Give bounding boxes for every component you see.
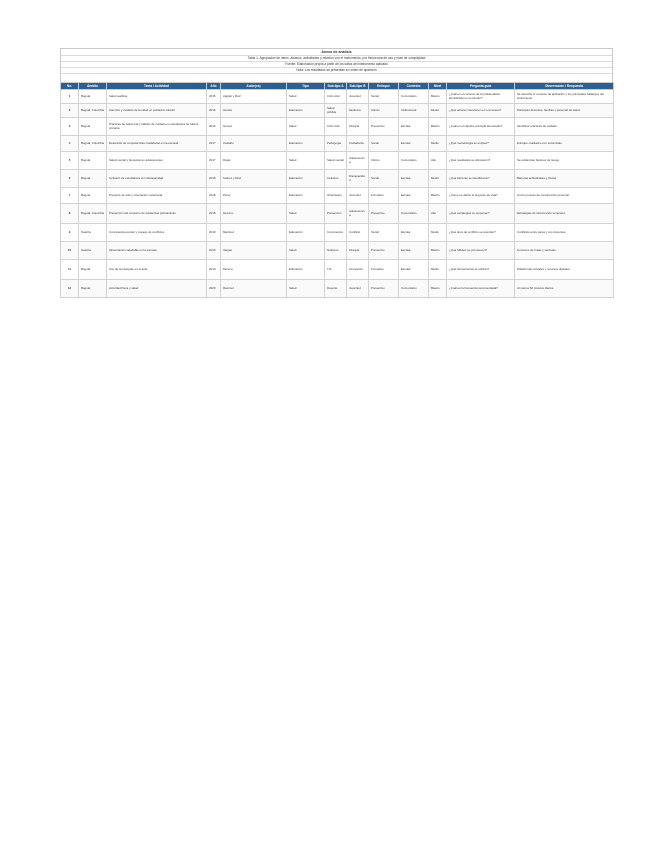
table-cell: ¿Qué herramientas se utilizan? <box>447 260 515 280</box>
table-cell: Alimentación saludable en la escuela <box>107 242 207 260</box>
table-cell: Ciclo vital <box>325 90 347 104</box>
table-cell: Básico <box>429 118 447 136</box>
table-cell: 2020 <box>207 280 221 298</box>
table-cell: Participan docentes, familias y personal de salud. <box>515 104 614 118</box>
table-cell: Salud mental y bienestar en adolescentes <box>107 152 207 170</box>
table-cell: Deporte <box>325 280 347 298</box>
table-cell: Convivencia escolar y manejo de conflictos <box>107 224 207 242</box>
table-cell: Innovación <box>347 260 369 280</box>
table-cell: Salud <box>287 90 325 104</box>
table-cell: Desarrollo de competencias ciudadanas en la escuela <box>107 136 207 152</box>
table-cell: 7 <box>61 188 79 204</box>
table-cell: 6 <box>61 170 79 188</box>
table-cell: Salud <box>287 118 325 136</box>
data-table <box>60 82 614 298</box>
table-cell: Prevención <box>325 204 347 224</box>
table-cell: 2016 <box>207 104 221 118</box>
table-cell: Prácticas de salud oral y hábitos de cuidado en estudiantes de básica primaria <box>107 118 207 136</box>
table-cell: Clínico <box>369 152 399 170</box>
table-cell: Bogotá, Colombia <box>79 136 107 152</box>
table-cell: Escolar <box>399 260 429 280</box>
table-cell: 2018 <box>207 204 221 224</box>
table-cell: Comunitario <box>399 90 429 104</box>
sheet-title: Anexo de análisis <box>61 49 612 56</box>
table-cell: Suárez y Díaz <box>221 170 287 188</box>
table-cell: ¿Qué barreras se identificaron? <box>447 170 515 188</box>
table-cell: Juventud <box>347 90 369 104</box>
table-cell: 5 <box>61 152 79 170</box>
table-cell: Escolar <box>399 118 429 136</box>
table-cell: Medio <box>429 224 447 242</box>
table-cell: Básico <box>429 90 447 104</box>
table-cell: 2017 <box>207 152 221 170</box>
table-cell: Comunitario <box>399 204 429 224</box>
table-cell: 2019 <box>207 242 221 260</box>
table-cell: Al menos 60 minutos diarios. <box>515 280 614 298</box>
table-cell: Salud <box>287 280 325 298</box>
table-cell: Preventivo <box>369 242 399 260</box>
table-cell: Comunitario <box>399 152 429 170</box>
table-cell: Preventivo <box>369 280 399 298</box>
table-cell: Actividad física y salud <box>107 280 207 298</box>
table-cell: TIC <box>325 260 347 280</box>
table-cell: Castaño <box>221 136 287 152</box>
table-cell: Comunitario <box>399 280 429 298</box>
column-header: Sub-tipo A <box>325 83 347 90</box>
table-cell: Medio <box>429 104 447 118</box>
table-row <box>61 136 614 152</box>
table-row <box>61 170 614 188</box>
table-cell: Escolar <box>399 188 429 204</box>
table-cell: Bogotá <box>79 170 107 188</box>
table-cell: 1 <box>61 90 79 104</box>
table-cell: Convivencia <box>325 224 347 242</box>
table-cell: ¿Cuál es la frecuencia recomendada? <box>447 280 515 298</box>
table-cell: ¿Qué metodología se empleó? <box>447 136 515 152</box>
column-header: Observación / Respuesta <box>515 83 614 90</box>
table-cell: Juventud <box>347 280 369 298</box>
table-cell: Acosta <box>221 104 287 118</box>
table-row <box>61 118 614 136</box>
table-cell: ¿Qué resultados se obtuvieron? <box>447 152 515 170</box>
table-cell: Se describe el contexto de aplicación y los principales hallazgos del instrumento. <box>515 90 614 104</box>
table-cell: Rojas <box>221 152 287 170</box>
table-cell: Escolar <box>399 170 429 188</box>
table-row <box>61 224 614 242</box>
table-cell: Bogotá <box>79 90 107 104</box>
table-cell: Medio <box>429 260 447 280</box>
table-cell: 2015 <box>207 90 221 104</box>
table-cell: ¿Cuál es el contexto de la problemática identificada en el estudio? <box>447 90 515 104</box>
table-cell: Educación <box>287 136 325 152</box>
table-cell: ¿Cómo se define el proyecto de vida? <box>447 188 515 204</box>
table-cell: Vargas <box>221 242 287 260</box>
table-cell: Atención y cuidado de la salud en población infantil <box>107 104 207 118</box>
table-cell: Salud <box>287 204 325 224</box>
table-cell: Aguilar y Ruiz <box>221 90 287 104</box>
table-cell: Juventud <box>347 188 369 204</box>
table-cell: Formativo <box>369 260 399 280</box>
column-header: Autor(es) <box>221 83 287 90</box>
column-header: No. <box>61 83 79 90</box>
table-cell: Salud mental <box>325 152 347 170</box>
table-cell: Preventivo <box>369 118 399 136</box>
table-cell: Infancia <box>347 118 369 136</box>
table-cell: Alto <box>429 152 447 170</box>
table-cell: 8 <box>61 204 79 224</box>
column-header: Tema / Actividad <box>107 83 207 90</box>
table-row <box>61 152 614 170</box>
column-header: Año <box>207 83 221 90</box>
table-cell: Institucional <box>399 104 429 118</box>
table-cell: Bogotá <box>79 118 107 136</box>
column-header: Contexto <box>399 83 429 90</box>
table-cell: Moreno <box>221 260 287 280</box>
table-cell: ¿Qué estrategias se proponen? <box>447 204 515 224</box>
column-header: Enfoque <box>369 83 399 90</box>
table-cell: 2018 <box>207 188 221 204</box>
table-cell: 9 <box>61 224 79 242</box>
table-cell: Bogotá <box>79 188 107 204</box>
table-cell: Conflictos entre pares y con docentes. <box>515 224 614 242</box>
table-cell: Básico <box>429 242 447 260</box>
table-cell: Consumo de frutas y verduras. <box>515 242 614 260</box>
table-cell: Social <box>369 170 399 188</box>
table-cell: Social <box>369 224 399 242</box>
table-cell: Social <box>369 90 399 104</box>
column-header: Tipo <box>287 83 325 90</box>
table-cell: Inclusión <box>325 170 347 188</box>
table-cell: Como proceso de construcción personal. <box>515 188 614 204</box>
table-cell: Educación <box>287 170 325 188</box>
table-cell: Social <box>369 136 399 152</box>
table-cell: Uso de tecnologías en el aula <box>107 260 207 280</box>
column-header: Ámbito <box>79 83 107 90</box>
table-cell: Adolescencia <box>347 204 369 224</box>
table-cell: Plataformas virtuales y recursos digitales. <box>515 260 614 280</box>
table-cell: Educación <box>287 104 325 118</box>
table-cell: Bogotá, Colombia <box>79 104 107 118</box>
table-cell: Bogotá <box>79 260 107 280</box>
sheet-header <box>60 48 613 74</box>
table-cell: ¿Qué hábitos se promueven? <box>447 242 515 260</box>
table-cell: 4 <box>61 136 79 152</box>
table-cell: Salud <box>287 152 325 170</box>
table-cell: Básico <box>429 280 447 298</box>
table-cell: Salud <box>287 242 325 260</box>
table-cell: Barreras actitudinales y físicas. <box>515 170 614 188</box>
table-cell: Orientación <box>325 188 347 204</box>
sheet-subtitle-3: Nota: Los resultados se presentan en orden de aparición <box>61 68 612 74</box>
table-cell: Ramírez <box>221 280 287 298</box>
table-cell: Herrera <box>221 204 287 224</box>
table-cell: Clínico <box>369 104 399 118</box>
table-cell: 2016 <box>207 118 221 136</box>
table-cell: Educación <box>287 188 325 204</box>
table-cell: Salud pública <box>325 104 347 118</box>
spreadsheet-sheet <box>60 48 613 298</box>
table-cell: 12 <box>61 280 79 298</box>
header-spacer <box>60 74 613 82</box>
table-cell: Escolar <box>399 136 429 152</box>
table-cell: Medio <box>429 136 447 152</box>
table-cell: 2019 <box>207 260 221 280</box>
column-header: Pregunta guía <box>447 83 515 90</box>
table-cell: Preventivo <box>369 204 399 224</box>
table-cell: Educación <box>287 224 325 242</box>
table-cell: Proyecto de vida y orientación vocacional <box>107 188 207 204</box>
table-cell: Pedagogía <box>325 136 347 152</box>
table-cell: Nutrición <box>325 242 347 260</box>
table-row <box>61 280 614 298</box>
table-row <box>61 260 614 280</box>
table-cell: ¿Qué actores intervienen en el proceso? <box>447 104 515 118</box>
table-cell: Bogotá <box>79 280 107 298</box>
table-cell: Se evidencian factores de riesgo. <box>515 152 614 170</box>
table-cell: 10 <box>61 242 79 260</box>
table-cell: Soacha <box>79 224 107 242</box>
table-cell: 3 <box>61 118 79 136</box>
table-row <box>61 242 614 260</box>
table-cell: Infancia <box>347 242 369 260</box>
table-cell: Enfoque cualitativo con entrevistas. <box>515 136 614 152</box>
table-cell: 2019 <box>207 224 221 242</box>
table-cell: Ciclo vital <box>325 118 347 136</box>
table-cell: ¿Cuál es el objetivo principal del estudio? <box>447 118 515 136</box>
table-cell: Educación <box>287 260 325 280</box>
table-cell: Inclusión de estudiantes con discapacidad <box>107 170 207 188</box>
table-cell: Básico <box>429 188 447 204</box>
table-row <box>61 90 614 104</box>
table-cell: ¿Qué tipos de conflicto se reportan? <box>447 224 515 242</box>
table-cell: Escolar <box>399 242 429 260</box>
table-cell: Escolar <box>399 224 429 242</box>
table-cell: Soacha <box>79 242 107 260</box>
table-row <box>61 204 614 224</box>
table-cell: Medio <box>429 170 447 188</box>
table-cell: Bogotá, Colombia <box>79 204 107 224</box>
table-cell: Salud auditiva <box>107 90 207 104</box>
table-cell: Pérez <box>221 188 287 204</box>
table-body <box>61 90 614 298</box>
table-cell: Prevención del consumo de sustancias psicoactivas <box>107 204 207 224</box>
table-cell: Gómez <box>221 118 287 136</box>
table-header-row <box>61 83 614 90</box>
table-cell: Identificar prácticas de cuidado. <box>515 118 614 136</box>
table-cell: Martínez <box>221 224 287 242</box>
table-cell: Bogotá <box>79 152 107 170</box>
sheet-subtitle-2: Fuente: Elaboración propia a partir de los datos del instrumento aplicado <box>61 62 612 68</box>
table-cell: Formativo <box>369 188 399 204</box>
table-cell: Conflicto <box>347 224 369 242</box>
table-cell: 2017 <box>207 136 221 152</box>
table-row <box>61 104 614 118</box>
table-cell: 2 <box>61 104 79 118</box>
table-cell: Medicina <box>347 104 369 118</box>
sheet-subtitle-1: Tabla 1. Agrupación de ítems, alcance, actividades y relación con el instrumento, por frecuencia de uso y nivel de complejidad <box>61 56 612 62</box>
table-cell: 11 <box>61 260 79 280</box>
table-cell: Alto <box>429 204 447 224</box>
table-cell: Ciudadanía <box>347 136 369 152</box>
table-cell: 2018 <box>207 170 221 188</box>
table-cell: Estrategias de intervención temprana. <box>515 204 614 224</box>
table-cell: Adolescencia <box>347 152 369 170</box>
column-header: Nivel <box>429 83 447 90</box>
table-row <box>61 188 614 204</box>
column-header: Sub-tipo B <box>347 83 369 90</box>
table-cell: Discapacidad <box>347 170 369 188</box>
